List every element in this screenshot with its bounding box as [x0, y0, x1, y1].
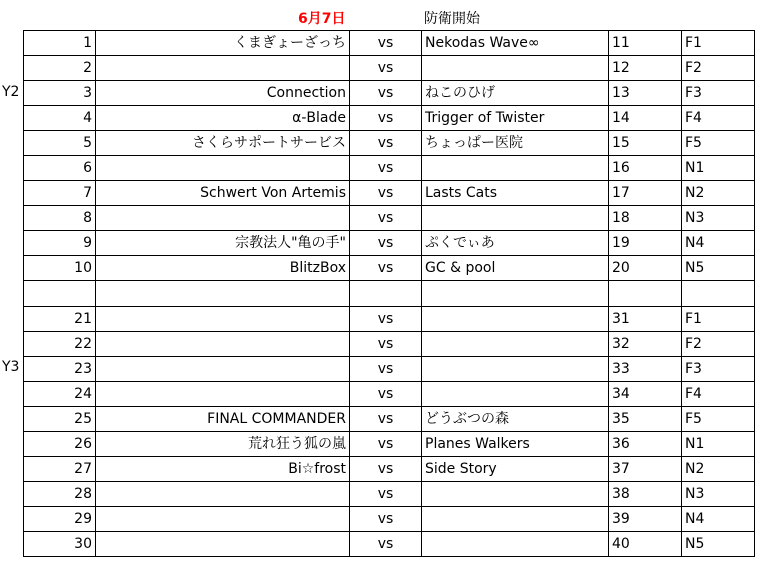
field-cell[interactable]: F1: [682, 31, 755, 56]
home-team-cell[interactable]: [96, 332, 350, 357]
away-team-cell[interactable]: [422, 357, 609, 382]
spacer-cell[interactable]: [96, 281, 350, 307]
opponent-number-cell[interactable]: 37: [609, 457, 682, 482]
opponent-number-cell[interactable]: 20: [609, 256, 682, 281]
opponent-number-cell[interactable]: 15: [609, 131, 682, 156]
field-cell[interactable]: N3: [682, 482, 755, 507]
field-cell[interactable]: F3: [682, 357, 755, 382]
table-row: [24, 507, 755, 532]
away-team-cell[interactable]: [422, 156, 609, 181]
vs-cell[interactable]: vs: [350, 357, 422, 382]
group-label-y2: Y2: [2, 84, 20, 100]
away-team-cell[interactable]: GC & pool: [422, 256, 609, 281]
vs-cell[interactable]: vs: [350, 256, 422, 281]
table-row: [24, 156, 755, 181]
table-row: [24, 357, 755, 382]
match-number-cell[interactable]: 24: [24, 382, 96, 407]
away-team-cell[interactable]: ぷくでぃあ: [422, 231, 609, 256]
away-team-cell[interactable]: [422, 507, 609, 532]
table-row: [24, 231, 755, 256]
away-team-cell[interactable]: ねこのひげ: [422, 81, 609, 106]
field-cell[interactable]: N4: [682, 231, 755, 256]
opponent-number-cell[interactable]: 33: [609, 357, 682, 382]
vs-cell[interactable]: vs: [350, 332, 422, 357]
match-rows-bottom: [24, 307, 755, 557]
spacer-cell[interactable]: [350, 281, 422, 307]
match-number-cell[interactable]: 6: [24, 156, 96, 181]
match-number-cell[interactable]: 25: [24, 407, 96, 432]
spacer-cell[interactable]: [422, 281, 609, 307]
match-number-cell[interactable]: 9: [24, 231, 96, 256]
table-row: [24, 307, 755, 332]
home-team-cell[interactable]: くまぎょーざっち: [96, 31, 350, 56]
match-schedule-table: [23, 30, 755, 557]
home-team-cell[interactable]: [96, 56, 350, 81]
away-team-cell[interactable]: [422, 382, 609, 407]
vs-cell[interactable]: vs: [350, 31, 422, 56]
field-cell[interactable]: N5: [682, 256, 755, 281]
opponent-number-cell[interactable]: 17: [609, 181, 682, 206]
opponent-number-cell[interactable]: 19: [609, 231, 682, 256]
home-team-cell[interactable]: [96, 156, 350, 181]
vs-cell[interactable]: vs: [350, 56, 422, 81]
spacer-cell[interactable]: [682, 281, 755, 307]
table-row: [24, 407, 755, 432]
match-number-cell[interactable]: 1: [24, 31, 96, 56]
vs-cell[interactable]: vs: [350, 206, 422, 231]
vs-cell[interactable]: vs: [350, 181, 422, 206]
field-cell[interactable]: N1: [682, 432, 755, 457]
home-team-cell[interactable]: [96, 206, 350, 231]
spacer-row: [24, 281, 755, 307]
match-number-cell[interactable]: 30: [24, 532, 96, 557]
field-cell[interactable]: F2: [682, 332, 755, 357]
opponent-number-cell[interactable]: 40: [609, 532, 682, 557]
match-number-cell[interactable]: 26: [24, 432, 96, 457]
field-cell[interactable]: F4: [682, 106, 755, 131]
home-team-cell[interactable]: [96, 382, 350, 407]
opponent-number-cell[interactable]: 16: [609, 156, 682, 181]
field-cell[interactable]: N4: [682, 507, 755, 532]
vs-cell[interactable]: vs: [350, 432, 422, 457]
opponent-number-cell[interactable]: 13: [609, 81, 682, 106]
field-cell[interactable]: F5: [682, 131, 755, 156]
home-team-cell[interactable]: α-Blade: [96, 106, 350, 131]
field-cell[interactable]: F5: [682, 407, 755, 432]
match-number-cell[interactable]: 28: [24, 482, 96, 507]
table-row: [24, 482, 755, 507]
match-number-cell[interactable]: 29: [24, 507, 96, 532]
spacer-cell[interactable]: [609, 281, 682, 307]
home-team-cell[interactable]: Schwert Von Artemis: [96, 181, 350, 206]
away-team-cell[interactable]: Nekodas Wave∞: [422, 31, 609, 56]
away-team-cell[interactable]: Trigger of Twister: [422, 106, 609, 131]
field-cell[interactable]: F4: [682, 382, 755, 407]
match-number-cell[interactable]: 2: [24, 56, 96, 81]
away-team-cell[interactable]: Side Story: [422, 457, 609, 482]
home-team-cell[interactable]: 荒れ狂う狐の嵐: [96, 432, 350, 457]
table-row: [24, 206, 755, 231]
match-number-cell[interactable]: 3: [24, 81, 96, 106]
vs-cell[interactable]: vs: [350, 156, 422, 181]
field-cell[interactable]: N2: [682, 181, 755, 206]
home-team-cell[interactable]: [96, 507, 350, 532]
away-team-cell[interactable]: Planes Walkers: [422, 432, 609, 457]
vs-cell[interactable]: vs: [350, 131, 422, 156]
away-team-cell[interactable]: [422, 532, 609, 557]
field-cell[interactable]: N2: [682, 457, 755, 482]
away-team-cell[interactable]: [422, 206, 609, 231]
opponent-number-cell[interactable]: 11: [609, 31, 682, 56]
table-row: [24, 56, 755, 81]
away-team-cell[interactable]: [422, 56, 609, 81]
table-row: [24, 457, 755, 482]
vs-cell[interactable]: vs: [350, 507, 422, 532]
home-team-cell[interactable]: [96, 307, 350, 332]
opponent-number-cell[interactable]: 32: [609, 332, 682, 357]
table-row: [24, 382, 755, 407]
vs-cell[interactable]: vs: [350, 407, 422, 432]
home-team-cell[interactable]: [96, 482, 350, 507]
match-number-cell[interactable]: 10: [24, 256, 96, 281]
match-rows-top: [24, 31, 755, 281]
vs-cell[interactable]: vs: [350, 106, 422, 131]
away-team-cell[interactable]: Lasts Cats: [422, 181, 609, 206]
schedule-date: 6月7日: [298, 11, 346, 27]
field-cell[interactable]: F1: [682, 307, 755, 332]
defense-start-label: 防衛開始: [424, 11, 480, 27]
opponent-number-cell[interactable]: 39: [609, 507, 682, 532]
opponent-number-cell[interactable]: 31: [609, 307, 682, 332]
table-row: [24, 81, 755, 106]
field-cell[interactable]: N1: [682, 156, 755, 181]
match-number-cell[interactable]: 21: [24, 307, 96, 332]
opponent-number-cell[interactable]: 38: [609, 482, 682, 507]
field-cell[interactable]: F2: [682, 56, 755, 81]
table-row: [24, 432, 755, 457]
vs-cell[interactable]: vs: [350, 307, 422, 332]
home-team-cell[interactable]: [96, 532, 350, 557]
home-team-cell[interactable]: BlitzBox: [96, 256, 350, 281]
match-number-cell[interactable]: 5: [24, 131, 96, 156]
match-number-cell[interactable]: 8: [24, 206, 96, 231]
table-row: [24, 131, 755, 156]
home-team-cell[interactable]: Bi☆frost: [96, 457, 350, 482]
table-row: [24, 332, 755, 357]
vs-cell[interactable]: vs: [350, 81, 422, 106]
field-cell[interactable]: N5: [682, 532, 755, 557]
away-team-cell[interactable]: [422, 332, 609, 357]
match-number-cell[interactable]: 22: [24, 332, 96, 357]
table-row: [24, 532, 755, 557]
spacer-cell[interactable]: [24, 281, 96, 307]
match-number-cell[interactable]: 7: [24, 181, 96, 206]
opponent-number-cell[interactable]: 36: [609, 432, 682, 457]
vs-cell[interactable]: vs: [350, 457, 422, 482]
match-number-cell[interactable]: 23: [24, 357, 96, 382]
table-row: [24, 106, 755, 131]
opponent-number-cell[interactable]: 35: [609, 407, 682, 432]
home-team-cell[interactable]: さくらサポートサービス: [96, 131, 350, 156]
match-number-cell[interactable]: 4: [24, 106, 96, 131]
away-team-cell[interactable]: どうぶつの森: [422, 407, 609, 432]
group-label-y3: Y3: [2, 359, 20, 375]
home-team-cell[interactable]: Connection: [96, 81, 350, 106]
opponent-number-cell[interactable]: 12: [609, 56, 682, 81]
vs-cell[interactable]: vs: [350, 482, 422, 507]
home-team-cell[interactable]: FINAL COMMANDER: [96, 407, 350, 432]
opponent-number-cell[interactable]: 34: [609, 382, 682, 407]
home-team-cell[interactable]: 宗教法人"亀の手": [96, 231, 350, 256]
field-cell[interactable]: N3: [682, 206, 755, 231]
table-row: [24, 256, 755, 281]
spacer-section: [24, 281, 755, 307]
vs-cell[interactable]: vs: [350, 382, 422, 407]
table-row: [24, 181, 755, 206]
vs-cell[interactable]: vs: [350, 231, 422, 256]
home-team-cell[interactable]: [96, 357, 350, 382]
vs-cell[interactable]: vs: [350, 532, 422, 557]
away-team-cell[interactable]: [422, 482, 609, 507]
field-cell[interactable]: F3: [682, 81, 755, 106]
away-team-cell[interactable]: [422, 307, 609, 332]
table-row: [24, 31, 755, 56]
opponent-number-cell[interactable]: 14: [609, 106, 682, 131]
away-team-cell[interactable]: ちょっぱー医院: [422, 131, 609, 156]
match-number-cell[interactable]: 27: [24, 457, 96, 482]
opponent-number-cell[interactable]: 18: [609, 206, 682, 231]
